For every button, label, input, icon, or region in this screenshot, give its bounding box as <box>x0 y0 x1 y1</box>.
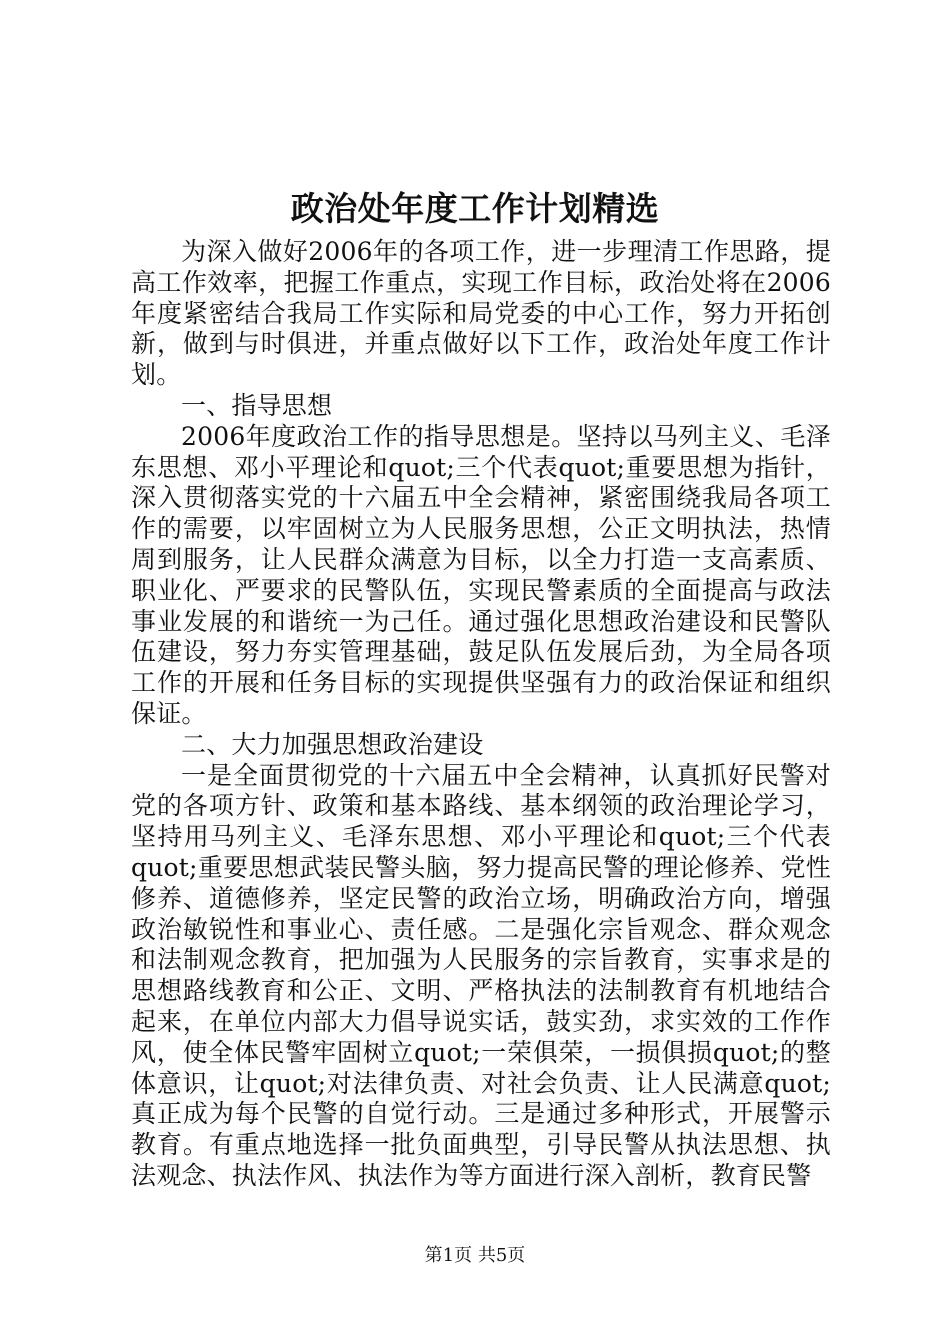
section-heading-guiding-thought: 一、指导思想 <box>181 390 333 420</box>
paragraph-guiding-thought: 2006年度政治工作的指导思想是。坚持以马列主义、毛泽东思想、邓小平理论和quot;三个代表quot;重要思想为指针，深入贯彻落实党的十六届五中全会精神，紧密围绕我局各项工作的需要，以牢固树立为人民服务思想，公正文明执法，热情周到服务，让人民群众满意为目标，以全力打造一支高素质、职业化、严要求的民警队伍，实现民警素质的全面提高与政法事业发展的和谐统一为己任。通过强化思想政治建设和民警队伍建设，努力夯实管理基础，鼓足队伍发展后劲，为全局各项工作的开展和任务目标的实现提供坚强有力的政治保证和组织保证。 <box>131 421 831 728</box>
document-body <box>131 237 831 1192</box>
paragraph-ideological-construction: 一是全面贯彻党的十六届五中全会精神，认真抓好民警对党的各项方针、政策和基本路线、基本纲领的政治理论学习，坚持用马列主义、毛泽东思想、邓小平理论和quot;三个代表quot;重要思想武装民警头脑，努力提高民警的理论修养、党性修养、道德修养，坚定民警的政治立场，明确政治方向，增强政治敏锐性和事业心、责任感。二是强化宗旨观念、群众观念和法制观念教育，把加强为人民服务的宗旨教育，实事求是的思想路线教育和公正、文明、严格执法的法制教育有机地结合起来，在单位内部大力倡导说实话，鼓实劲，求实效的工作作风，使全体民警牢固树立quot;一荣俱荣，一损俱损quot;的整体意识，让quot;对法律负责、对社会负责、让人民满意quot;真正成为每个民警的自觉行动。三是通过多种形式，开展警示教育。有重点地选择一批负面典型，引导民警从执法思想、执法观念、执法作风、执法作为等方面进行深入剖析，教育民警 <box>131 760 831 1190</box>
paragraph-intro: 为深入做好2006年的各项工作，进一步理清工作思路，提高工作效率，把握工作重点，实现工作目标，政治处将在2006年度紧密结合我局工作实际和局党委的中心工作，努力开拓创新，做到与时俱进，并重点做好以下工作，政治处年度工作计划。 <box>131 237 831 390</box>
document-title: 政治处年度工作计划精选 <box>290 189 660 228</box>
page-footer: 第1页 共5页 <box>424 1245 526 1266</box>
section-heading-ideological-construction: 二、大力加强思想政治建设 <box>181 729 484 759</box>
